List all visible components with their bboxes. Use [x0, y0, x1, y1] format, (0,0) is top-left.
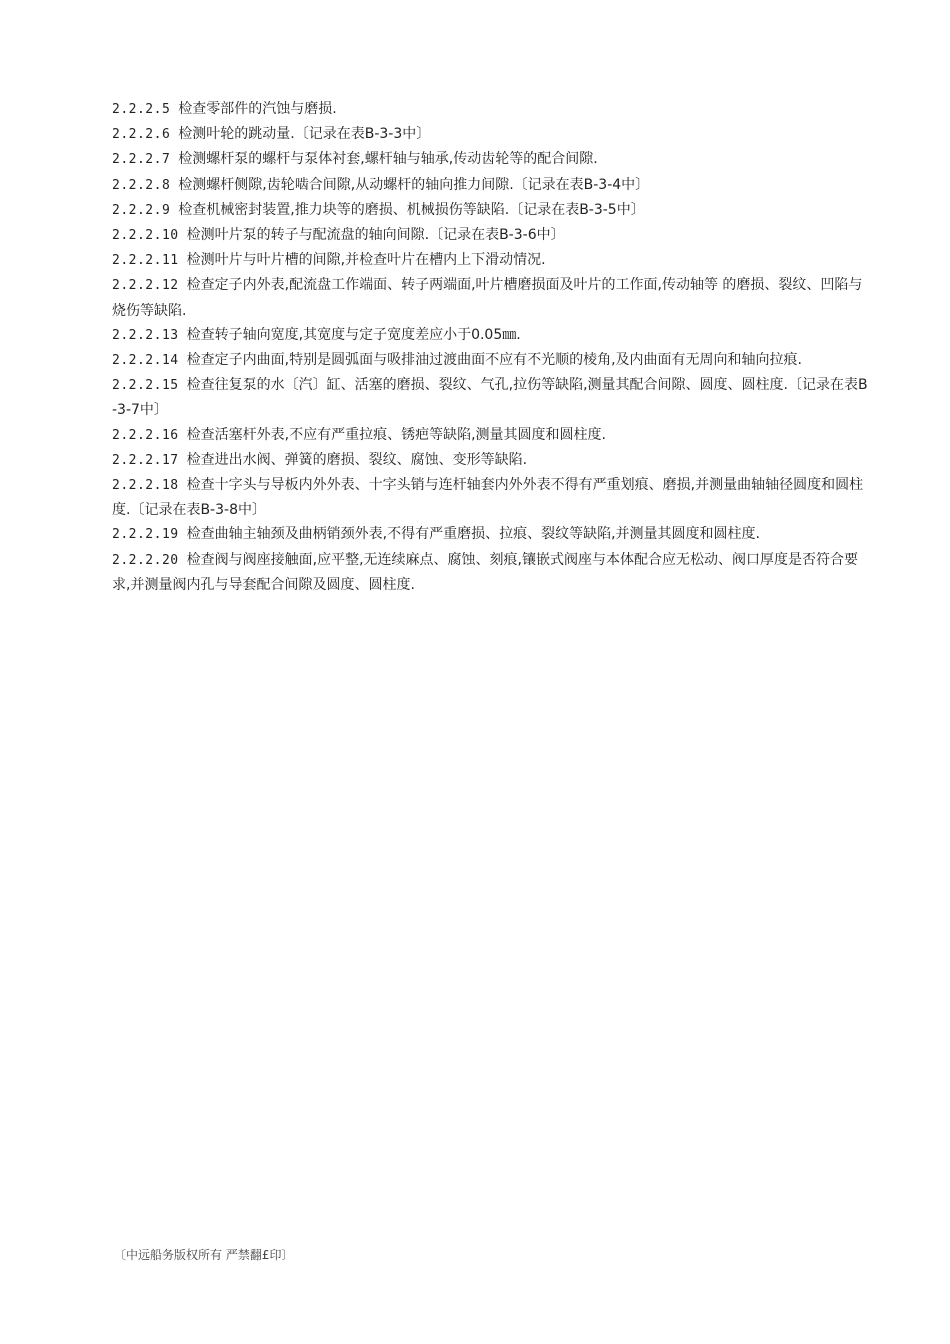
list-item: [112, 423, 872, 448]
item-number: 2.2.2.7: [112, 152, 171, 168]
item-text: 检查往复泵的水〔汽〕缸、活塞的磨损、裂纹、气孔,拉伤等缺陷,测量其配合间隙、圆度、圆柱度.〔记录在表B-3-7中〕: [112, 377, 868, 419]
list-item: [112, 273, 872, 322]
copyright-footer: 〔中远船务版权所有 严禁翻£印〕: [114, 1248, 294, 1262]
item-text: 检测螺杆泵的螺杆与泵体衬套,螺杆轴与轴承,传动齿轮等的配合间隙.: [178, 151, 598, 168]
list-item: [112, 323, 872, 348]
list-item: [112, 548, 872, 597]
item-text: 检查零部件的汽蚀与磨损.: [178, 101, 337, 117]
item-text: 检查阀与阀座接触面,应平整,无连续麻点、腐蚀、刻痕,镶嵌式阀座与本体配合应无松动、阀口厚度是否符合要求,并测量阀内孔与导套配合间隙及圆度、圆柱度.: [112, 551, 858, 593]
item-number: 2.2.2.11: [112, 253, 179, 269]
list-item: [112, 448, 872, 473]
item-text: 检查定子内外表,配流盘工作端面、转子两端面,叶片槽磨损面及叶片的工作面,传动轴等 的磨损、裂纹、凹陷与烧伤等缺陷.: [112, 277, 863, 319]
item-text: 检查活塞杆外表,不应有严重拉痕、锈疤等缺陷,测量其圆度和圆柱度.: [186, 426, 606, 443]
item-number: 2.2.2.17: [112, 452, 179, 468]
item-number: 2.2.2.8: [112, 177, 171, 193]
item-text: 检查转子轴向宽度,其宽度与定子宽度差应小于0.05㎜.: [186, 326, 521, 343]
list-item: [112, 122, 872, 147]
item-text: 检查进出水阀、弹簧的磨损、裂纹、腐蚀、变形等缺陷.: [186, 451, 528, 468]
list-item: [112, 348, 872, 373]
list-item: [112, 473, 872, 522]
item-number: 2.2.2.9: [112, 202, 171, 218]
item-number: 2.2.2.15: [112, 378, 179, 394]
list-item: [112, 373, 872, 422]
item-text: 检测叶片与叶片槽的间隙,并检查叶片在槽内上下滑动情况.: [186, 252, 546, 269]
list-item: [112, 522, 872, 547]
item-text: 检测叶轮的跳动量.〔记录在表B-3-3中〕: [178, 126, 431, 143]
item-number: 2.2.2.16: [112, 427, 179, 443]
item-text: 检查曲轴主轴颈及曲柄销颈外表,不得有严重磨损、拉痕、裂纹等缺陷,并测量其圆度和圆柱度.: [186, 526, 760, 543]
list-item: [112, 173, 872, 198]
list-item: [112, 97, 872, 122]
item-text: 检查十字头与导板内外外表、十字头销与连杆轴套内外外表不得有严重划痕、磨损,并测量曲轴轴径圆度和圆柱度.〔记录在表B-3-8中〕: [112, 477, 864, 519]
item-number: 2.2.2.12: [112, 278, 179, 294]
list-item: [112, 248, 872, 273]
list-item: [112, 147, 872, 172]
item-number: 2.2.2.19: [112, 527, 179, 543]
item-number: 2.2.2.6: [112, 127, 171, 143]
item-number: 2.2.2.14: [112, 353, 179, 369]
item-text: 检查机械密封装置,推力块等的磨损、机械损伤等缺陷.〔记录在表B-3-5中〕: [178, 201, 645, 218]
item-number: 2.2.2.18: [112, 478, 179, 494]
inspection-items-list: [112, 97, 872, 597]
item-number: 2.2.2.10: [112, 228, 179, 244]
item-number: 2.2.2.13: [112, 327, 179, 343]
item-text: 检测叶片泵的转子与配流盘的轴向间隙.〔记录在表B-3-6中〕: [186, 227, 565, 244]
item-number: 2.2.2.20: [112, 552, 179, 568]
item-text: 检查定子内曲面,特别是圆弧面与吸排油过渡曲面不应有不光顺的棱角,及内曲面有无周向和轴向拉痕.: [186, 352, 802, 369]
item-number: 2.2.2.5: [112, 102, 171, 117]
list-item: [112, 223, 872, 248]
item-text: 检测螺杆侧隙,齿轮啮合间隙,从动螺杆的轴向推力间隙.〔记录在表B-3-4中〕: [178, 176, 650, 193]
list-item: [112, 198, 872, 223]
